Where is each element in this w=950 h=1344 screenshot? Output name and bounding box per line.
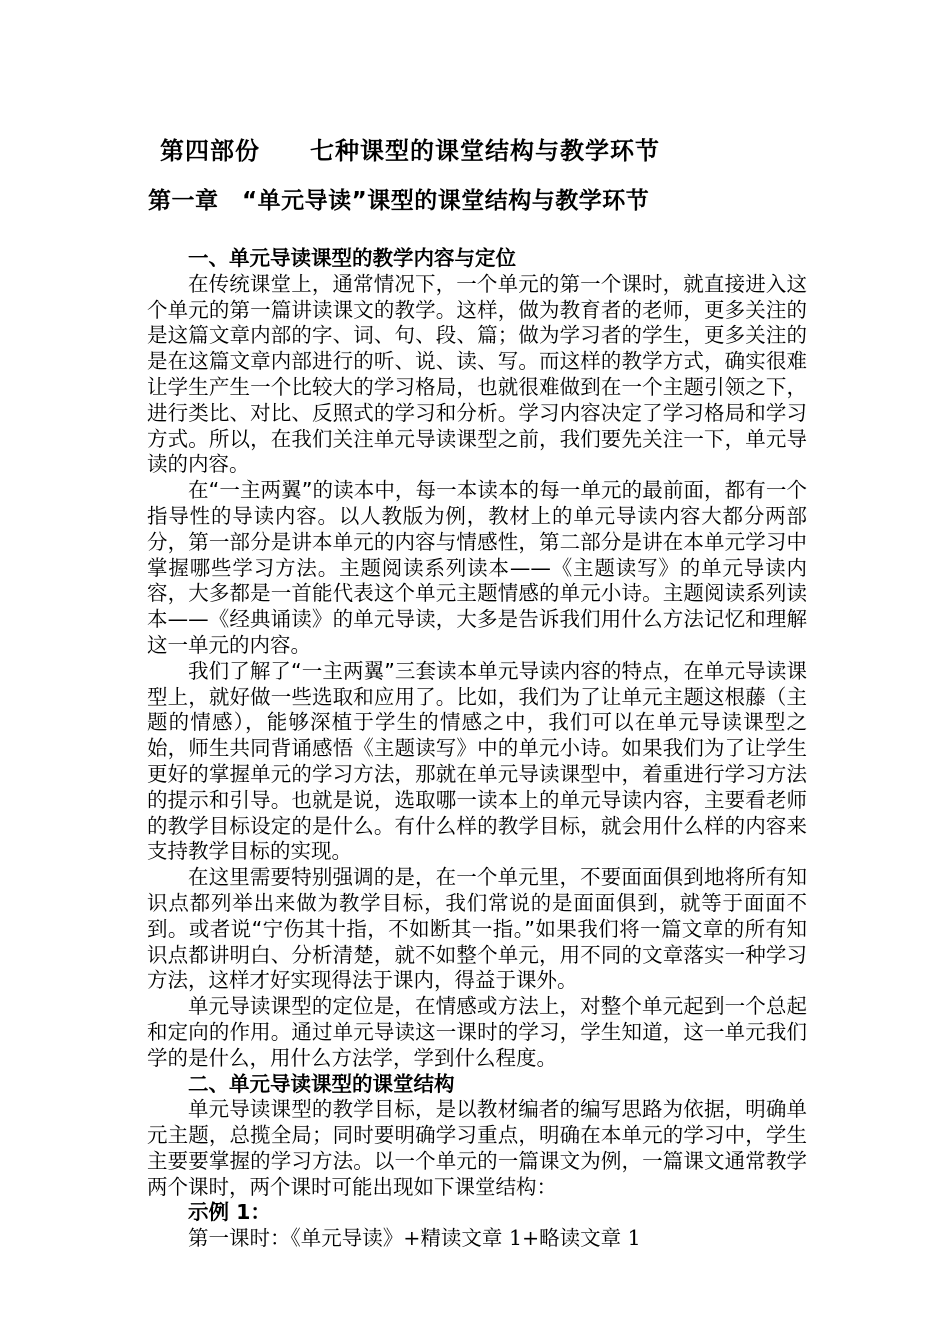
document-body [147,246,807,1252]
paragraph: 我们了解了“一主两翼”三套读本单元导读内容的特点，在单元导读课型上，就好做一些选取和应用了。比如，我们为了让单元主题这根藤（主题的情感），能够深植于学生的情感之中，我们可以在单元导读课型之始，师生共同背诵感悟《主题读写》中的单元小诗。如果我们为了让学生更好的掌握单元的学习方法，那就在单元导读课型中，着重进行学习方法的提示和引导。也就是说，选取哪一读本上的单元导读内容，主要看老师的教学目标设定的是什么。有什么样的教学目标，就会用什么样的内容来支持教学目标的实现。 [147,658,807,864]
paragraph: 在这里需要特别强调的是，在一个单元里，不要面面俱到地将所有知识点都列举出来做为教学目标，我们常说的是面面俱到，就等于面面不到。或者说“宁伤其十指，不如断其一指。”如果我们将一篇文章的所有知识点都讲明白、分析清楚，就不如整个单元，用不同的文章落实一种学习方法，这样才好实现得法于课内，得益于课外。 [147,865,807,993]
section-heading-1: 一、单元导读课型的教学内容与定位 [188,246,516,270]
part-title: 第四部份 七种课型的课堂结构与教学环节 [160,137,660,165]
example-label: 示例 1： [188,1200,271,1225]
lesson-structure-line: 第一课时：《单元导读》+精读文章 1+略读文章 1 [188,1226,641,1251]
chapter-title: 第一章 “单元导读”课型的课堂结构与教学环节 [148,188,650,214]
paragraph: 在传统课堂上，通常情况下，一个单元的第一个课时，就直接进入这个单元的第一篇讲读课文的教学。这样，做为教育者的老师，更多关注的是这篇文章内部的字、词、句、段、篇；做为学习者的学生，更多关注的是在这篇文章内部进行的听、说、读、写。而这样的教学方式，确实很难让学生产生一个比较大的学习格局，也就很难做到在一个主题引领之下，进行类比、对比、反照式的学习和分析。学习内容决定了学习格局和学习方式。所以，在我们关注单元导读课型之前，我们要先关注一下，单元导读的内容。 [147,271,807,477]
paragraph: 单元导读课型的教学目标，是以教材编者的编写思路为依据，明确单元主题，总揽全局；同时要明确学习重点，明确在本单元的学习中，学生主要要掌握的学习方法。以一个单元的一篇课文为例，一篇课文通常教学两个课时，两个课时可能出现如下课堂结构： [147,1097,807,1199]
paragraph: 单元导读课型的定位是，在情感或方法上，对整个单元起到一个总起和定向的作用。通过单元导读这一课时的学习，学生知道，这一单元我们学的是什么，用什么方法学，学到什么程度。 [147,994,807,1070]
section-heading-2: 二、单元导读课型的课堂结构 [188,1071,455,1096]
paragraph: 在“一主两翼”的读本中，每一本读本的每一单元的最前面，都有一个指导性的导读内容。以人教版为例，教材上的单元导读内容大都分两部分，第一部分是讲本单元的内容与情感性，第二部分是讲在本单元学习中掌握哪些学习方法。主题阅读系列读本——《主题读写》的单元导读内容，大多都是一首能代表这个单元主题情感的单元小诗。主题阅读系列读本——《经典诵读》的单元导读，大多是告诉我们用什么方法记忆和理解这一单元的内容。 [147,478,807,657]
